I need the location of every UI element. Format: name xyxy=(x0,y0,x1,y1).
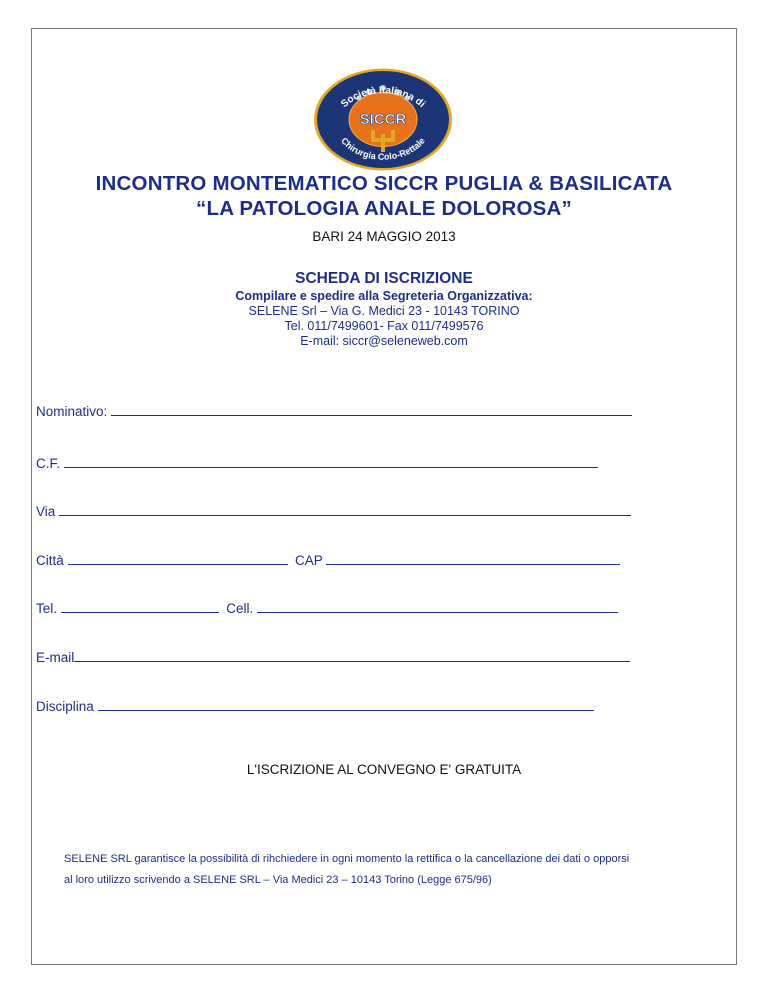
scheda-title: SCHEDA DI ISCRIZIONE xyxy=(295,270,473,287)
event-title-line2: “LA PATOLOGIA ANALE DOLOROSA” xyxy=(196,197,572,220)
field-email[interactable] xyxy=(36,648,630,665)
privacy-notice xyxy=(64,849,734,891)
citta-line[interactable] xyxy=(68,551,288,565)
disciplina-label: Disciplina xyxy=(36,699,94,714)
registration-free-notice: L'ISCRIZIONE AL CONVEGNO E' GRATUITA xyxy=(246,762,522,777)
privacy-notice-line1: SELENE SRL garantisce la possibilità di rihchiedere in ogni momento la rettifica o la cancellazione dei dati o opporsi xyxy=(64,853,630,865)
cf-label: C.F. xyxy=(36,456,61,471)
tel-line[interactable] xyxy=(61,599,219,613)
field-citta-cap[interactable] xyxy=(36,551,620,568)
field-via[interactable] xyxy=(36,502,631,519)
citta-label: Città xyxy=(36,553,64,568)
cf-line[interactable] xyxy=(64,454,598,468)
organizer-email: E-mail: siccr@seleneweb.com xyxy=(300,334,468,348)
email-line[interactable] xyxy=(74,648,630,662)
nominativo-line[interactable] xyxy=(111,402,632,416)
logo-top-text: Società Italiana di xyxy=(339,85,428,111)
tel-label: Tel. xyxy=(36,601,58,616)
disciplina-line[interactable] xyxy=(98,697,594,711)
field-cf[interactable] xyxy=(36,454,598,471)
cap-label: CAP xyxy=(295,553,323,568)
scheda-instruction: Compilare e spedire alla Segreteria Organizzativa: xyxy=(235,289,533,303)
cell-label: Cell. xyxy=(226,601,254,616)
siccr-logo xyxy=(313,68,453,171)
cap-line[interactable] xyxy=(326,551,620,565)
logo-bottom-text: Chirurgia Colo-Rettale xyxy=(339,135,427,162)
privacy-notice-line2: al loro utilizzo scrivendo a SELENE SRL – Via Medici 23 – 10143 Torino (Legge 675/96) xyxy=(64,874,492,886)
via-label: Via xyxy=(36,504,56,519)
email-label: E-mail xyxy=(36,650,75,665)
logo-center-text: SICCR xyxy=(359,111,407,128)
nominativo-label: Nominativo: xyxy=(36,404,108,419)
event-date: BARI 24 MAGGIO 2013 xyxy=(312,229,456,244)
organizer-address: SELENE Srl – Via G. Medici 23 - 10143 TORINO xyxy=(248,304,520,318)
event-title-line1: INCONTRO MONTEMATICO SICCR PUGLIA & BASILICATA xyxy=(95,172,673,195)
via-line[interactable] xyxy=(59,502,631,516)
organizer-phone: Tel. 011/7499601- Fax 011/7499576 xyxy=(284,319,484,333)
field-nominativo[interactable] xyxy=(36,402,632,419)
field-tel-cell[interactable] xyxy=(36,599,618,616)
field-disciplina[interactable] xyxy=(36,697,594,714)
cell-line[interactable] xyxy=(257,599,618,613)
